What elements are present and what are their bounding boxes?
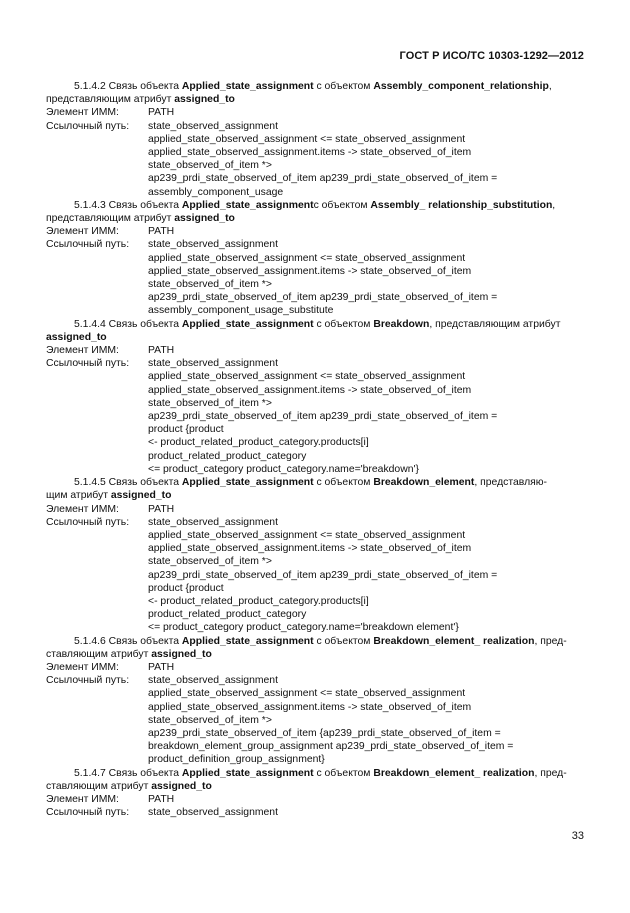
path-line: breakdown_element_group_assignment ap239_prdi_state_observed_of_item = (148, 741, 514, 753)
heading-line-2 (46, 780, 584, 793)
heading-text: , (552, 199, 556, 211)
heading-line-2 (46, 331, 584, 344)
path-line: state_observed_assignment (148, 239, 278, 251)
heading-text: щим атрибут (46, 490, 111, 502)
heading-text: , (548, 81, 552, 92)
heading-text: с объектом (313, 635, 374, 647)
path-line: state_observed_assignment (148, 358, 278, 370)
heading-text: Связь объекта (105, 81, 182, 92)
element-label: Элемент ИММ: (46, 793, 119, 805)
path-row (46, 357, 584, 370)
attribute-name: assigned_to (46, 331, 107, 343)
path-line: state_observed_of_item *> (148, 397, 272, 409)
path-label: Ссылочный путь: (46, 120, 130, 132)
target-entity: Breakdown (373, 318, 430, 330)
source-entity: Applied_state_assignment (181, 318, 314, 330)
path-line: product {product (148, 582, 224, 594)
heading-text: Связь объекта (105, 767, 182, 779)
heading-text: с объектом (313, 199, 371, 211)
heading-text: с объектом (313, 81, 374, 92)
element-row (46, 225, 584, 238)
element-row (46, 793, 584, 806)
target-entity: Assembly_ relationship_substitution (370, 199, 553, 211)
element-value: PATH (148, 226, 175, 238)
heading-text: Связь объекта (105, 318, 182, 330)
element-value: PATH (148, 503, 175, 515)
section-number: 5.1.4.6 (74, 635, 106, 647)
element-row (46, 661, 584, 674)
element-row (46, 106, 584, 119)
source-entity: Applied_state_assignment (181, 767, 314, 779)
section-heading (46, 476, 584, 489)
heading-text: с объектом (313, 318, 374, 330)
element-label: Элемент ИММ: (46, 661, 119, 673)
attribute-name: assigned_to (174, 94, 235, 106)
heading-line-2 (46, 489, 584, 502)
document-body (46, 80, 584, 819)
section-number: 5.1.4.2 (74, 81, 106, 92)
attribute-name: assigned_to (151, 780, 212, 792)
attribute-name: assigned_to (151, 648, 212, 660)
page-number: 33 (571, 830, 584, 842)
heading-text: с объектом (313, 477, 374, 489)
target-entity: Assembly_component_relationship (373, 81, 549, 92)
source-entity: Applied_state_assignment (181, 477, 314, 489)
heading-text: с объектом (313, 767, 374, 779)
element-value: PATH (148, 661, 175, 673)
path-line: state_observed_assignment (148, 807, 278, 819)
heading-text: Связь объекта (105, 199, 182, 211)
section-heading (46, 635, 584, 648)
path-line: ap239_prdi_state_observed_of_item ap239_prdi_state_observed_of_item = (148, 173, 498, 185)
path-label: Ссылочный путь: (46, 516, 130, 528)
target-entity: Breakdown_element (373, 477, 475, 489)
path-line: <- product_related_product_category.products[i] (148, 595, 369, 607)
heading-line-2 (46, 648, 584, 661)
path-row (46, 806, 584, 819)
path-line: product_definition_group_assignment} (148, 754, 325, 766)
element-label: Элемент ИММ: (46, 107, 119, 119)
path-line: assembly_component_usage_substitute (148, 305, 334, 317)
heading-text: , пред- (534, 767, 567, 779)
heading-text: , пред- (534, 635, 567, 647)
path-label: Ссылочный путь: (46, 675, 130, 687)
path-line: state_observed_assignment (148, 675, 278, 687)
path-line: applied_state_observed_assignment <= state_observed_assignment (148, 133, 466, 145)
element-label: Элемент ИММ: (46, 226, 119, 238)
path-line: applied_state_observed_assignment <= state_observed_assignment (148, 688, 466, 700)
heading-text: представляющим атрибут (46, 94, 175, 106)
target-entity: Breakdown_element_ realization (373, 767, 535, 779)
element-row (46, 503, 584, 516)
path-line: assembly_component_usage (148, 186, 284, 198)
heading-line-2 (46, 212, 584, 225)
path-line: ap239_prdi_state_observed_of_item ap239_prdi_state_observed_of_item = (148, 411, 498, 423)
element-label: Элемент ИММ: (46, 345, 119, 357)
path-row (46, 120, 584, 133)
source-entity: Applied_state_assignment (181, 635, 314, 647)
heading-line-2 (46, 93, 584, 106)
section-number: 5.1.4.7 (74, 767, 106, 779)
section-heading (46, 767, 584, 780)
heading-text: Связь объекта (105, 477, 182, 489)
path-line: product_related_product_category (148, 450, 307, 462)
path-label: Ссылочный путь: (46, 807, 130, 819)
path-line: applied_state_observed_assignment.items -> state_observed_of_item (148, 147, 472, 159)
section-number: 5.1.4.4 (74, 318, 106, 330)
path-line: applied_state_observed_assignment.items -> state_observed_of_item (148, 384, 472, 396)
heading-text: , представляю- (474, 477, 548, 489)
path-line: product_related_product_category (148, 609, 307, 621)
element-row (46, 344, 584, 357)
path-line: <- product_related_product_category.products[i] (148, 437, 369, 449)
document-header: ГОСТ Р ИСО/ТС 10303-1292—2012 (399, 50, 584, 62)
path-line: ap239_prdi_state_observed_of_item {ap239_prdi_state_observed_of_item = (148, 727, 501, 739)
path-line: applied_state_observed_assignment <= state_observed_assignment (148, 252, 466, 264)
path-line: <= product_category product_category.name='breakdown element'} (148, 622, 459, 634)
path-line: state_observed_of_item *> (148, 556, 272, 568)
heading-text: Связь объекта (105, 635, 182, 647)
path-line: applied_state_observed_assignment <= state_observed_assignment (148, 529, 466, 541)
element-value: PATH (148, 107, 175, 119)
path-line: ap239_prdi_state_observed_of_item ap239_prdi_state_observed_of_item = (148, 292, 498, 304)
source-entity: Applied_state_assignment (181, 199, 314, 211)
path-line: state_observed_of_item *> (148, 279, 272, 291)
path-row (46, 238, 584, 251)
path-line: <= product_category product_category.name='breakdown'} (148, 463, 419, 475)
path-line: state_observed_of_item *> (148, 160, 272, 172)
path-line: state_observed_assignment (148, 120, 278, 132)
path-label: Ссылочный путь: (46, 358, 130, 370)
path-line: applied_state_observed_assignment.items -> state_observed_of_item (148, 543, 472, 555)
attribute-name: assigned_to (174, 213, 235, 225)
path-line: ap239_prdi_state_observed_of_item ap239_prdi_state_observed_of_item = (148, 569, 498, 581)
path-line: state_observed_assignment (148, 516, 278, 528)
path-line: state_observed_of_item *> (148, 714, 272, 726)
path-label: Ссылочный путь: (46, 239, 130, 251)
path-line: applied_state_observed_assignment.items -> state_observed_of_item (148, 701, 472, 713)
target-entity: Breakdown_element_ realization (373, 635, 535, 647)
path-row (46, 674, 584, 687)
source-entity: Applied_state_assignment (181, 81, 314, 92)
path-row (46, 516, 584, 529)
path-line: applied_state_observed_assignment <= state_observed_assignment (148, 371, 466, 383)
heading-text: , представляющим атрибут (429, 318, 561, 330)
attribute-name: assigned_to (110, 490, 172, 502)
section-heading (46, 318, 584, 331)
path-line: applied_state_observed_assignment.items -> state_observed_of_item (148, 265, 472, 277)
element-value: PATH (148, 793, 175, 805)
element-label: Элемент ИММ: (46, 503, 119, 515)
element-value: PATH (148, 345, 175, 357)
section-heading (46, 80, 584, 93)
path-line: product {product (148, 424, 224, 436)
section-number: 5.1.4.5 (74, 477, 106, 489)
section-heading (46, 199, 584, 212)
heading-text: ставляющим атрибут (46, 780, 152, 792)
section-number: 5.1.4.3 (74, 199, 106, 211)
heading-text: представляющим атрибут (46, 213, 175, 225)
heading-text: ставляющим атрибут (46, 648, 152, 660)
